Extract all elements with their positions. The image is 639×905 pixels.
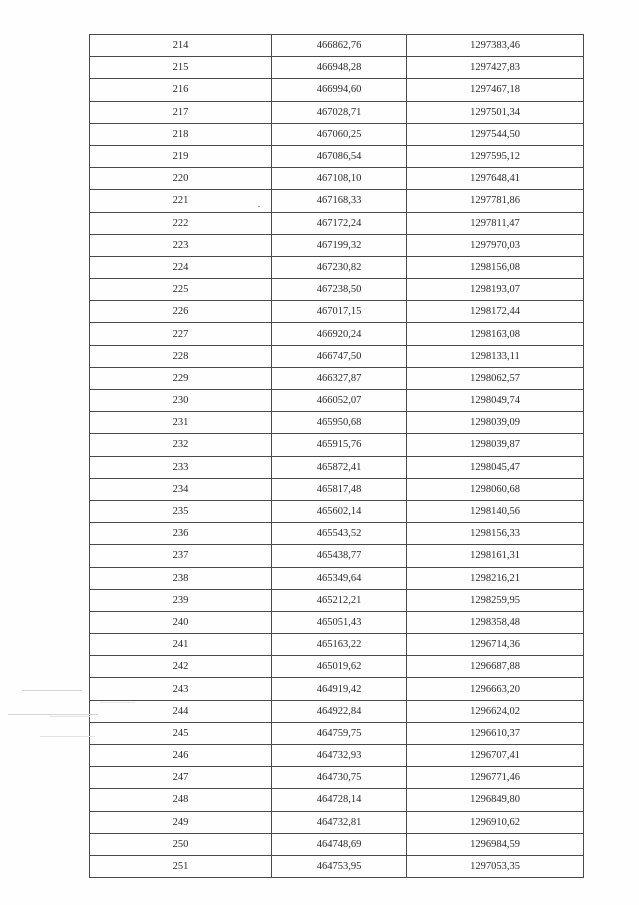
point-number-cell: 239 (90, 589, 272, 611)
x-coordinate-cell: 467172,24 (272, 212, 407, 234)
y-coordinate-cell: 1298161,31 (407, 545, 584, 567)
table-row (90, 323, 584, 345)
x-coordinate-cell: 465915,76 (272, 434, 407, 456)
point-number-cell: 249 (90, 811, 272, 833)
point-number-cell: 240 (90, 611, 272, 633)
x-coordinate-cell: 467086,54 (272, 145, 407, 167)
x-coordinate-cell: 466327,87 (272, 367, 407, 389)
table-row (90, 212, 584, 234)
y-coordinate-cell: 1298216,21 (407, 567, 584, 589)
x-coordinate-cell: 467238,50 (272, 279, 407, 301)
point-number-cell: 244 (90, 700, 272, 722)
point-number-cell: 230 (90, 390, 272, 412)
table-row (90, 57, 584, 79)
table-row (90, 101, 584, 123)
x-coordinate-cell: 464919,42 (272, 678, 407, 700)
y-coordinate-cell: 1298039,87 (407, 434, 584, 456)
x-coordinate-cell: 464730,75 (272, 767, 407, 789)
table-row (90, 256, 584, 278)
point-number-cell: 214 (90, 35, 272, 57)
point-number-cell: 215 (90, 57, 272, 79)
x-coordinate-cell: 464728,14 (272, 789, 407, 811)
point-number-cell: 243 (90, 678, 272, 700)
y-coordinate-cell: 1298062,57 (407, 367, 584, 389)
point-number-cell: 232 (90, 434, 272, 456)
x-coordinate-cell: 467199,32 (272, 234, 407, 256)
table-row (90, 279, 584, 301)
point-number-cell: 245 (90, 722, 272, 744)
table-row (90, 35, 584, 57)
point-number-cell: 242 (90, 656, 272, 678)
y-coordinate-cell: 1296663,20 (407, 678, 584, 700)
x-coordinate-cell: 465212,21 (272, 589, 407, 611)
x-coordinate-cell: 466994,60 (272, 79, 407, 101)
table-row (90, 567, 584, 589)
x-coordinate-cell: 465872,41 (272, 456, 407, 478)
y-coordinate-cell: 1298045,47 (407, 456, 584, 478)
point-number-cell: 228 (90, 345, 272, 367)
x-coordinate-cell: 467108,10 (272, 168, 407, 190)
y-coordinate-cell: 1298163,08 (407, 323, 584, 345)
y-coordinate-cell: 1298193,07 (407, 279, 584, 301)
x-coordinate-cell: 467017,15 (272, 301, 407, 323)
table-row (90, 478, 584, 500)
x-coordinate-cell: 464732,93 (272, 745, 407, 767)
table-row (90, 722, 584, 744)
x-coordinate-cell: 467230,82 (272, 256, 407, 278)
table-row (90, 190, 584, 212)
table-row (90, 523, 584, 545)
x-coordinate-cell: 466747,50 (272, 345, 407, 367)
y-coordinate-cell: 1298140,56 (407, 500, 584, 522)
point-number-cell: 236 (90, 523, 272, 545)
table-row (90, 767, 584, 789)
y-coordinate-cell: 1297544,50 (407, 123, 584, 145)
x-coordinate-cell: 465950,68 (272, 412, 407, 434)
y-coordinate-cell: 1298060,68 (407, 478, 584, 500)
point-number-cell: 223 (90, 234, 272, 256)
y-coordinate-cell: 1296610,37 (407, 722, 584, 744)
y-coordinate-cell: 1296687,88 (407, 656, 584, 678)
table-row (90, 745, 584, 767)
y-coordinate-cell: 1296910,62 (407, 811, 584, 833)
y-coordinate-cell: 1297501,34 (407, 101, 584, 123)
y-coordinate-cell: 1298259,95 (407, 589, 584, 611)
table-row (90, 811, 584, 833)
table-row (90, 611, 584, 633)
x-coordinate-cell: 467028,71 (272, 101, 407, 123)
point-number-cell: 216 (90, 79, 272, 101)
y-coordinate-cell: 1298358,48 (407, 611, 584, 633)
y-coordinate-cell: 1297053,35 (407, 855, 584, 877)
point-number-cell: 229 (90, 367, 272, 389)
table-row (90, 390, 584, 412)
x-coordinate-cell: 464748,69 (272, 833, 407, 855)
point-number-cell: 246 (90, 745, 272, 767)
point-number-cell: 224 (90, 256, 272, 278)
x-coordinate-cell: 464732,81 (272, 811, 407, 833)
x-coordinate-cell: 465438,77 (272, 545, 407, 567)
point-number-cell: 226 (90, 301, 272, 323)
scan-speck (258, 206, 260, 207)
table-row (90, 634, 584, 656)
table-row (90, 345, 584, 367)
point-number-cell: 220 (90, 168, 272, 190)
y-coordinate-cell: 1298049,74 (407, 390, 584, 412)
x-coordinate-cell: 465163,22 (272, 634, 407, 656)
point-number-cell: 225 (90, 279, 272, 301)
x-coordinate-cell: 465019,62 (272, 656, 407, 678)
point-number-cell: 248 (90, 789, 272, 811)
y-coordinate-cell: 1296707,41 (407, 745, 584, 767)
point-number-cell: 234 (90, 478, 272, 500)
point-number-cell: 222 (90, 212, 272, 234)
table-row (90, 456, 584, 478)
y-coordinate-cell: 1298156,33 (407, 523, 584, 545)
x-coordinate-cell: 466052,07 (272, 390, 407, 412)
y-coordinate-cell: 1297467,18 (407, 79, 584, 101)
table-row (90, 700, 584, 722)
y-coordinate-cell: 1298039,09 (407, 412, 584, 434)
table-row (90, 678, 584, 700)
y-coordinate-cell: 1298156,08 (407, 256, 584, 278)
y-coordinate-cell: 1296849,80 (407, 789, 584, 811)
x-coordinate-cell: 465051,43 (272, 611, 407, 633)
point-number-cell: 233 (90, 456, 272, 478)
x-coordinate-cell: 466948,28 (272, 57, 407, 79)
table-row (90, 789, 584, 811)
table-row (90, 367, 584, 389)
x-coordinate-cell: 464922,84 (272, 700, 407, 722)
point-number-cell: 237 (90, 545, 272, 567)
x-coordinate-cell: 466920,24 (272, 323, 407, 345)
point-number-cell: 238 (90, 567, 272, 589)
point-number-cell: 217 (90, 101, 272, 123)
table-row (90, 434, 584, 456)
point-number-cell: 241 (90, 634, 272, 656)
x-coordinate-cell: 465543,52 (272, 523, 407, 545)
x-coordinate-cell: 465349,64 (272, 567, 407, 589)
x-coordinate-cell: 464753,95 (272, 855, 407, 877)
table-row (90, 656, 584, 678)
y-coordinate-cell: 1297781,86 (407, 190, 584, 212)
point-number-cell: 251 (90, 855, 272, 877)
y-coordinate-cell: 1297595,12 (407, 145, 584, 167)
point-number-cell: 218 (90, 123, 272, 145)
point-number-cell: 235 (90, 500, 272, 522)
coordinates-table (89, 34, 584, 878)
y-coordinate-cell: 1298133,11 (407, 345, 584, 367)
y-coordinate-cell: 1296714,36 (407, 634, 584, 656)
table-row (90, 833, 584, 855)
y-coordinate-cell: 1296771,46 (407, 767, 584, 789)
coordinates-table-body (90, 35, 584, 878)
y-coordinate-cell: 1297970,03 (407, 234, 584, 256)
table-row (90, 145, 584, 167)
point-number-cell: 231 (90, 412, 272, 434)
table-row (90, 168, 584, 190)
table-row (90, 500, 584, 522)
table-row (90, 545, 584, 567)
point-number-cell: 247 (90, 767, 272, 789)
point-number-cell: 221 (90, 190, 272, 212)
y-coordinate-cell: 1297811,47 (407, 212, 584, 234)
x-coordinate-cell: 465817,48 (272, 478, 407, 500)
table-row (90, 589, 584, 611)
x-coordinate-cell: 465602,14 (272, 500, 407, 522)
table-row (90, 123, 584, 145)
point-number-cell: 250 (90, 833, 272, 855)
x-coordinate-cell: 464759,75 (272, 722, 407, 744)
point-number-cell: 219 (90, 145, 272, 167)
y-coordinate-cell: 1297648,41 (407, 168, 584, 190)
y-coordinate-cell: 1298172,44 (407, 301, 584, 323)
table-row (90, 79, 584, 101)
y-coordinate-cell: 1297383,46 (407, 35, 584, 57)
x-coordinate-cell: 466862,76 (272, 35, 407, 57)
y-coordinate-cell: 1296984,59 (407, 833, 584, 855)
x-coordinate-cell: 467060,25 (272, 123, 407, 145)
table-row (90, 412, 584, 434)
x-coordinate-cell: 467168,33 (272, 190, 407, 212)
table-row (90, 301, 584, 323)
point-number-cell: 227 (90, 323, 272, 345)
table-row (90, 855, 584, 877)
y-coordinate-cell: 1297427,83 (407, 57, 584, 79)
table-row (90, 234, 584, 256)
y-coordinate-cell: 1296624,02 (407, 700, 584, 722)
